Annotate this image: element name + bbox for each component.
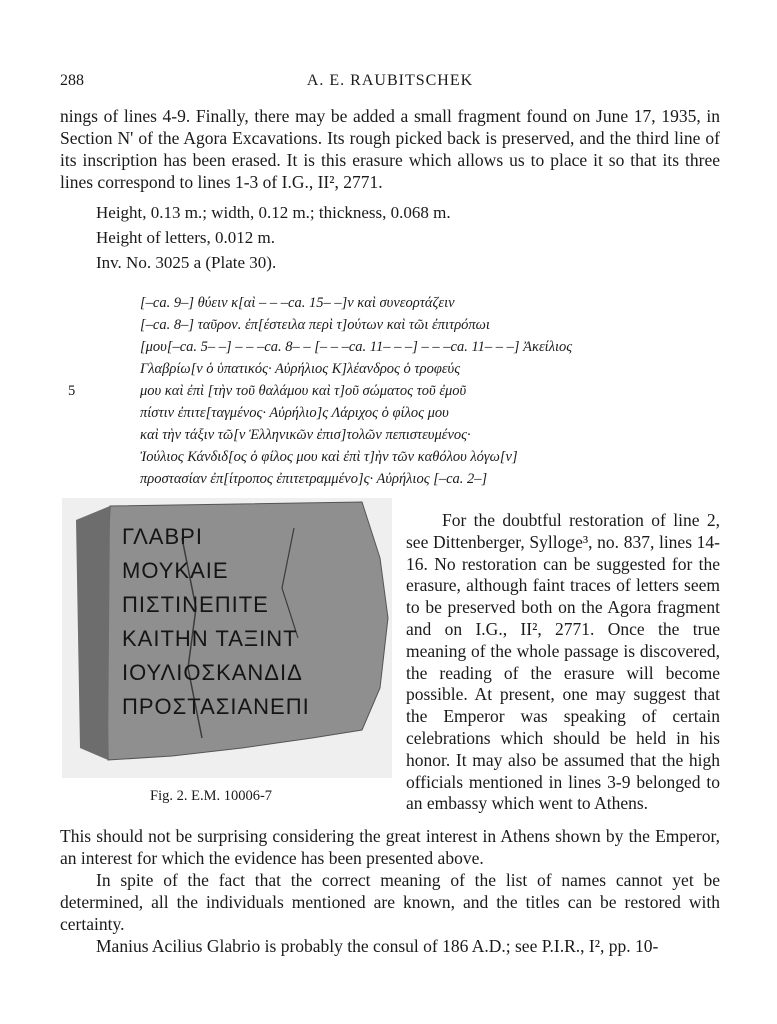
- inscription-line: [–ca. 8–] ταῦρον. ἐπ[έστειλα περὶ τ]ούτων καὶ τῶι ἐπιτρόπωι: [140, 317, 490, 333]
- inscription-line: Γλαβρίω[ν ὁ ὑπατικός· Αὐρήλιος Κ]λέανδρος ὁ τροφεύς: [140, 361, 461, 377]
- inscription-line: 5 μου καὶ ἐπὶ [τὴν τοῦ θαλάμου καὶ τ]οῦ σώματος τοῦ ἐμοῦ: [90, 380, 710, 402]
- inscription-line: [μου[–ca. 5– –] – – –ca. 8– – [– – –ca. 11– – –] – – –ca. 11– – –] Ἀκείλιος: [140, 339, 573, 355]
- measurements: [96, 200, 451, 275]
- inscription-line: πίστιν ἐπιτε[ταγμένος· Αὐρήλιο]ς Λάριχος ὁ φίλος μου: [140, 405, 449, 421]
- dimensions-line: Height, 0.13 m.; width, 0.12 m.; thickness, 0.068 m.: [96, 203, 451, 222]
- glabrio-paragraph: Manius Acilius Glabrio is probably the consul of 186 A.D.; see P.I.R., I², pp. 10-: [96, 936, 659, 956]
- bottom-text: [60, 825, 720, 957]
- stone-line: ΙΟΥΛΙΟΣΚΑΝΔΙΔ: [122, 660, 303, 685]
- intro-paragraph: nings of lines 4-9. Finally, there may be added a small fragment found on June 17, 1935, in Section N' of the Agora Excavations. Its rough picked back is preserved, and the third line of its inscription has been erased. It is this erasure which allows us to place it so that its three lines correspond to lines 1-3 of I.G., II², 2771.: [60, 106, 720, 192]
- stone-left-edge: [76, 506, 110, 760]
- stone-line: ΠΙΣΤΙΝΕΠΙΤΕ: [122, 592, 269, 617]
- stone-fragment-photo: [62, 498, 392, 778]
- side-paragraph: For the doubtful restoration of line 2, see Dittenberger, Sylloge³, no. 837, lines 14-16. No restoration can be suggested for the erasure, although faint traces of letters seem to be preserved both on the Agora fragment and on I.G., II², 2771. Once the true meaning of the whole passage is discovered, the reading of the erasure will become possible. At present, one may suggest that the Emperor was speaking of certain celebrations which should be held in his honor. It may also be assumed that the high officials mentioned in lines 3-9 belonged to an embassy which went to Athens.: [406, 510, 720, 814]
- stone-line: ΠΡΟΣΤΑΣΙΑΝΕΠΙ: [122, 694, 310, 719]
- figure-caption: Fig. 2. E.M. 10006-7: [150, 788, 273, 804]
- inscription-text: [68, 292, 710, 490]
- line-number: 5: [68, 383, 76, 399]
- inventory-line: Inv. No. 3025 a (Plate 30).: [96, 253, 277, 272]
- stone-line: ΜΟΥΚΑΙΕ: [122, 558, 229, 583]
- letter-height-line: Height of letters, 0.012 m.: [96, 228, 275, 247]
- continuation-paragraph: This should not be surprising considering the great interest in Athens shown by the Emperor, an interest for which the evidence has been presented above.: [60, 826, 720, 868]
- inscription-line: [–ca. 9–] θύειν κ[αὶ – – –ca. 15– –]ν καὶ συνεορτάζειν: [140, 295, 455, 311]
- stone-line: ΚΑΙΤΗΝ ΤΑΞΙΝΤ: [122, 626, 298, 651]
- running-title: A. E. RAUBITSCHEK: [306, 72, 474, 89]
- inscription-line: προστασίαν ἐπ[ίτροπος ἐπιτετραμμένο]ς· Αὐρήλιος [–ca. 2–]: [140, 471, 488, 487]
- inscription-line: καὶ τὴν τάξιν τῶ[ν Ἑλληνικῶν ἐπισ]τολῶν πεπιστευμένος·: [140, 427, 471, 443]
- stone-line: ΓΛΑΒΡΙ: [122, 524, 203, 549]
- names-paragraph: In spite of the fact that the correct meaning of the list of names cannot yet be determined, all the individuals mentioned are known, and the titles can be restored with certainty.: [60, 870, 720, 934]
- inscription-line: Ἰούλιος Κάνδιδ[ος ὁ φίλος μου καὶ ἐπὶ τ]ὴν τῶν καθόλου λόγω[ν]: [140, 449, 518, 465]
- page-number: 288: [60, 72, 84, 89]
